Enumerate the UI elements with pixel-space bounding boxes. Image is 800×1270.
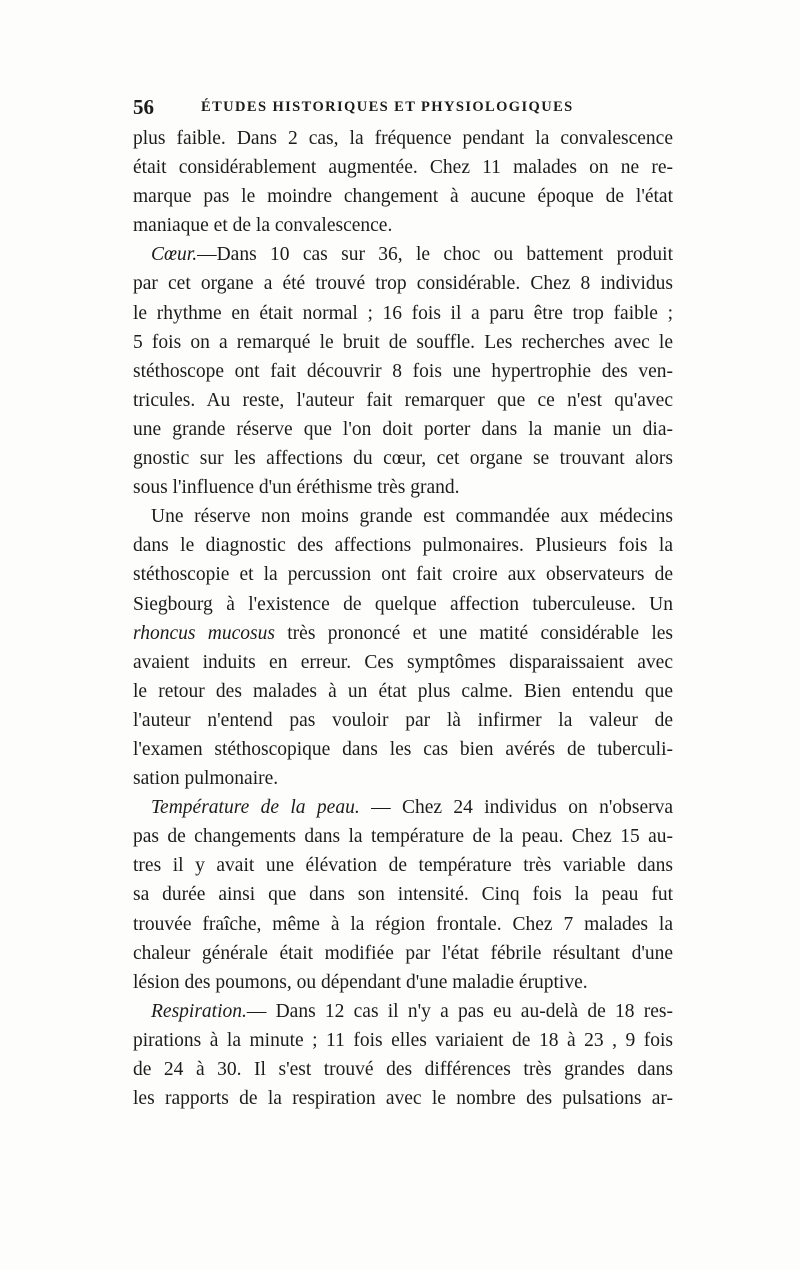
running-title: ÉTUDES HISTORIQUES ET PHYSIOLOGIQUES (201, 99, 574, 115)
text-line: par cet organe a été trouvé trop considérable. Chez 8 individus (133, 273, 673, 295)
text-line-body: — Dans 12 cas il n'y a pas eu au-delà de 18 res- (246, 1000, 673, 1022)
text-line: les rapports de la respiration avec le nombre des pulsations ar- (133, 1088, 673, 1110)
text-line: tres il y avait une élévation de température très variable dans (133, 855, 673, 877)
text-line (133, 619, 673, 648)
text-line-body: — Chez 24 individus on n'observa (359, 797, 673, 819)
text-line: dans le diagnostic des affections pulmonaires. Plusieurs fois la (133, 535, 673, 557)
text-line: sa durée ainsi que dans son intensité. Cinq fois la peau fut (133, 884, 673, 906)
text-line: plus faible. Dans 2 cas, la fréquence pendant la convalescence (133, 128, 673, 149)
text-line: de 24 à 30. Il s'est trouvé des différences très grandes dans (133, 1059, 673, 1080)
text-line: marque pas le moindre changement à aucune époque de l'état (133, 186, 673, 208)
text-line: sation pulmonaire. (133, 768, 279, 790)
text-line: l'examen stéthoscopique dans les cas bien avérés de tuberculi- (133, 738, 673, 760)
text-line: pas de changements dans la température de la peau. Chez 15 au- (133, 826, 673, 848)
text-line: le retour des malades à un état plus calme. Bien entendu que (133, 680, 673, 702)
text-line: le rhythme en était normal ; 16 fois il a paru être trop faible ; (133, 302, 673, 324)
text-line: tricules. Au reste, l'auteur fait remarquer que ce n'est qu'avec (133, 389, 673, 411)
body-text (133, 124, 673, 1113)
text-line: avaient induits en erreur. Ces symptômes disparaissaient avec (133, 651, 673, 673)
text-line: Une réserve non moins grande est commandée aux médecins (151, 506, 673, 528)
text-line (133, 997, 673, 1026)
running-head (133, 95, 673, 121)
text-line: maniaque et de la convalescence. (133, 215, 393, 237)
text-line (133, 240, 673, 269)
text-line: stéthoscope ont fait découvrir 8 fois une hypertrophie des ven- (133, 360, 673, 382)
text-line: était considérablement augmentée. Chez 11 malades on ne re- (133, 157, 673, 179)
text-line: l'auteur n'entend pas vouloir par là infirmer la valeur de (133, 709, 673, 731)
section-heading-temperature: Température de la peau. (151, 797, 360, 819)
text-line: trouvée fraîche, même à la région frontale. Chez 7 malades la (133, 913, 673, 935)
text-line: gnostic sur les affections du cœur, cet organe se trouvant alors (133, 448, 673, 470)
text-line-body: très prononcé et une matité considérable les (274, 622, 673, 644)
text-line: Siegbourg à l'existence de quelque affection tuberculeuse. Un (133, 593, 673, 615)
text-line: 5 fois on a remarqué le bruit de souffle. Les recherches avec le (133, 331, 673, 353)
text-line: sous l'influence d'un éréthisme très grand. (133, 477, 460, 499)
text-line: une grande réserve que l'on doit porter dans la manie un dia- (133, 418, 673, 440)
page-number: 56 (133, 95, 154, 119)
text-line: stéthoscopie et la percussion ont fait croire aux observateurs de (133, 564, 673, 586)
section-heading-coeur: Cœur. (151, 244, 198, 266)
text-line-body: —Dans 10 cas sur 36, le choc ou battement produit (197, 244, 673, 266)
text-line (133, 793, 673, 822)
text-line: chaleur générale était modifiée par l'état fébrile résultant d'une (133, 942, 673, 964)
section-heading-respiration: Respiration. (151, 1000, 247, 1022)
latin-term: rhoncus mucosus (133, 622, 275, 644)
text-line: pirations à la minute ; 11 fois elles variaient de 18 à 23 , 9 fois (133, 1029, 673, 1051)
text-line: lésion des poumons, ou dépendant d'une maladie éruptive. (133, 971, 588, 993)
